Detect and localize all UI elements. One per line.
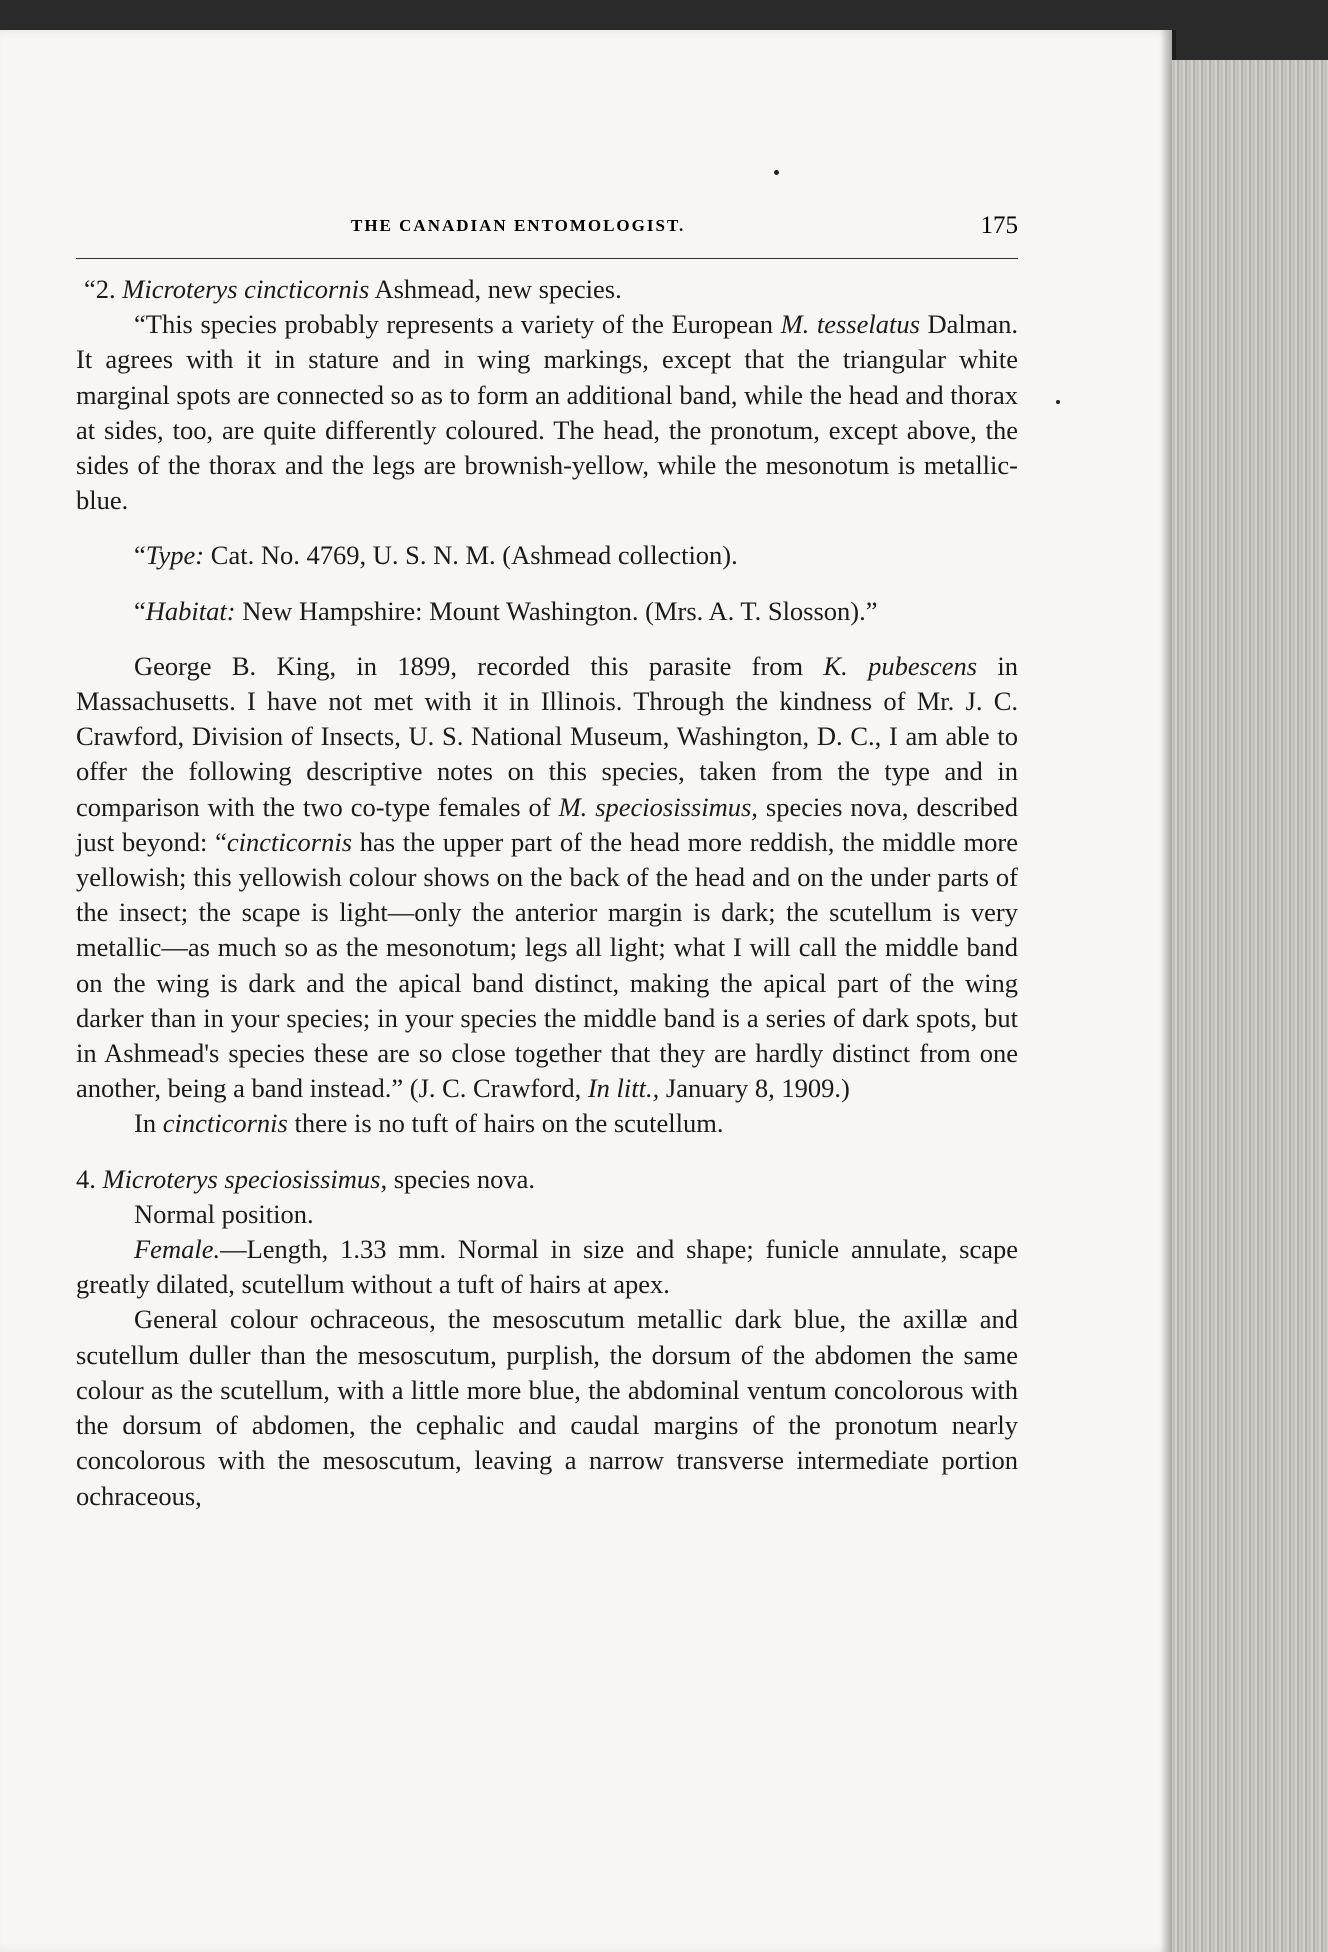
page-number: 175 — [980, 212, 1018, 239]
journal-title: THE CANADIAN ENTOMOLOGIST. — [351, 216, 686, 235]
speck-mark — [774, 170, 779, 175]
position-paragraph: Normal position. — [134, 1198, 314, 1229]
description-paragraph: “This species probably represents a variety of the European M. tesselatus Dalman. It agrees with it in stature and in wing markings, except that the triangular white marginal spots are connected so as to form an additional band, while the head and thorax at sides, too, are quite differently coloured. The head, the pronotum, except above, the sides of the thorax and the legs are brownish-yellow, while the mesonotum is metallic-blue. — [76, 309, 1019, 516]
body-text — [76, 272, 1018, 1514]
colour-paragraph: General colour ochraceous, the mesoscutum metallic dark blue, the axillæ and scutellum duller than the mesoscutum, purplish, the dorsum of the abdomen the same colour as the scutellum, with a little more blue, the abdominal ventum concolorous with the dorsum of abdomen, the cephalic and caudal margins of the pronotum nearly concolorous with the mesoscutum, leaving a narrow transverse intermediate portion ochraceous, — [76, 1304, 1018, 1511]
running-header — [76, 212, 1018, 262]
notes-paragraph: George B. King, in 1899, recorded this parasite from K. pubescens in Massachusetts. I have not met with it in Illinois. Through the kindness of Mr. J. C. Crawford, Division of Insects, U. S. National Museum, Washington, D. C., I am able to offer the following descriptive notes on this species, taken from the type and in comparison with the two co-type females of M. speciosissimus, species nova, described just beyond: “cincticornis has the upper part of the head more reddish, the middle more yellowish; this yellowish colour shows on the back of the head and on the under parts of the insect; the scape is light—only the anterior margin is dark; the scutellum is very metallic—as much so as the mesonotum; legs all light; what I will call the middle band on the wing is dark and the apical band distinct, making the apical part of the wing darker than in your species; in your species the middle band is a series of dark spots, but in Ashmead's species these are so close together that they are hardly distinct from one another, being a band instead.” (J. C. Crawford, In litt., January 8, 1909.) — [76, 650, 1019, 1104]
species-heading: “2. Microterys cincticornis Ashmead, new species. — [84, 274, 622, 304]
species-heading: 4. Microterys speciosissimus, species nova. — [76, 1163, 536, 1194]
type-paragraph: “Type: Cat. No. 4769, U. S. N. M. (Ashmead collection). — [134, 540, 738, 571]
habitat-paragraph: “Habitat: New Hampshire: Mount Washington. (Mrs. A. T. Slosson).” — [134, 595, 878, 626]
female-paragraph: Female.—Length, 1.33 mm. Normal in size and shape; funicle annulate, scape greatly dilated, scutellum without a tuft of hairs at apex. — [76, 1234, 1018, 1300]
header-rule — [76, 258, 1018, 259]
scutellum-paragraph: In cincticornis there is no tuft of hairs on the scutellum. — [134, 1108, 724, 1139]
speck-mark — [1056, 400, 1060, 404]
stacked-page-edges — [1172, 60, 1328, 1952]
